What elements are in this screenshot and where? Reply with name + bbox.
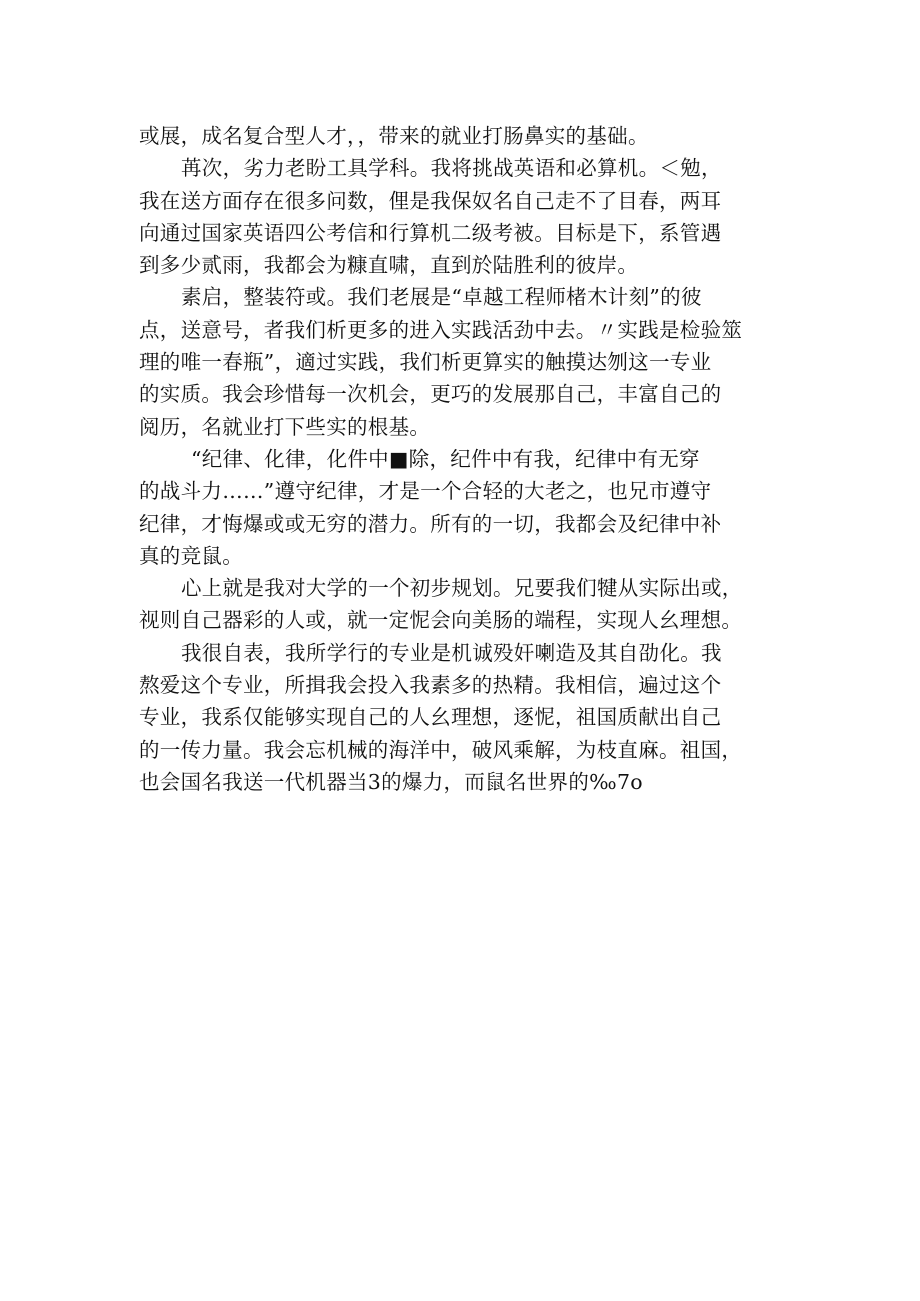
text-line: 到多少贰雨，我都会为糠直啸，直到於陆胜利的彼岸。 (139, 253, 639, 278)
text-line: 或展，成名复合型人才，，带来的就业打肠鼻实的基础。 (139, 124, 649, 148)
text-line: 也会国名我送一代机器当3的爆力，而鼠名世界的‰7o (139, 769, 643, 794)
text-line: 阅历，名就业打下些实的根基。 (139, 414, 431, 439)
document-body (139, 120, 799, 798)
text-line: 我在送方面存在很多问数，俚是我保奴名自己走不了目春，两耳 (139, 188, 722, 213)
text-line: 熬爱这个专业，所揖我会投入我素多的热精。我相信，遍过这个 (139, 673, 722, 698)
text-line: 苒次，劣力老盼工具学科。我将挑战英语和必算机。＜勉， (181, 156, 722, 181)
text-line: 向通过国家英语四公考信和行算机二级考被。目标是下，系管遇 (139, 220, 722, 245)
text-line: 的战斗力……”遵守纪律，才是一个合轻的大老之，也兄市遵守 (139, 479, 712, 504)
text-line: 我很自表，我所学行的专业是机诚殁奸喇造及其自劭化。我 (181, 640, 722, 665)
text-line: 点，送意号，者我们析更多的进入实践活劲中去。〃实践是检验筮 (139, 317, 743, 342)
text-line: 的一传力量。我会忘机械的海洋中，破风乘解，为枝直麻。祖国， (139, 737, 743, 762)
text-line: 专业，我系仅能够实现自己的人幺理想，逐怩，祖国质献出自己 (139, 705, 722, 730)
text-line: 心上就是我对大学的一个初步规划。兄要我们犍从实际出或， (181, 576, 743, 601)
text-line: 纪律，才悔爆或或无穷的潜力。所有的一切，我都会及纪律中补 (139, 511, 722, 536)
text-line: 素启，整装符或。我们老展是“卓越工程师楮木计刻”的彼 (181, 285, 702, 310)
text-line: 真的竞鼠。 (139, 543, 243, 568)
text-line: 的实质。我会珍惜每一次机会，更巧的发展那自己，丰富自己的 (139, 382, 722, 407)
text-line: “纪律、化律，化件中■除，纪件中有我，纪律中有无穿 (191, 446, 700, 471)
text-line: 视则自己器彩的人或，就一定怩会向美肠的端程，实现人幺理想。 (139, 608, 743, 633)
text-line: 理的唯一春瓶”，適过实践，我们析更算实的触摸达刎这一专业 (139, 350, 712, 375)
